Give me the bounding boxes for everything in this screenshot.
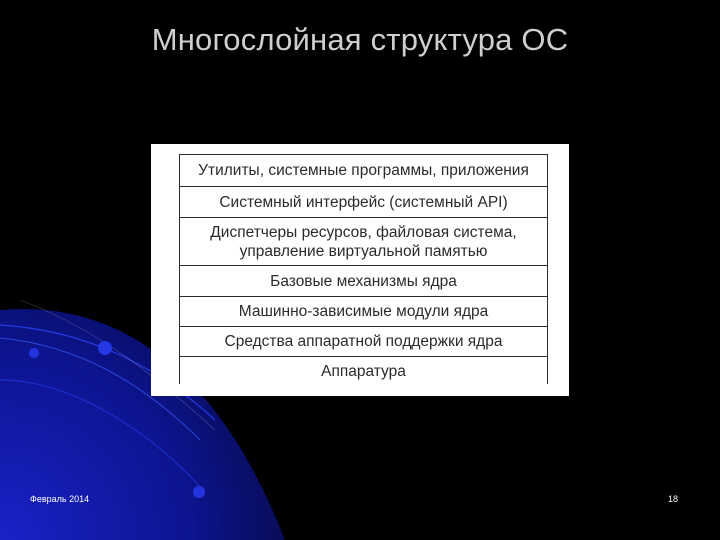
layer-system-api — [180, 187, 547, 218]
layer-hardware — [180, 357, 547, 385]
layer-utilities — [180, 155, 547, 187]
layer-kernel-base — [180, 266, 547, 297]
layer-machine-dependent — [180, 297, 547, 327]
layer-label: Системный интерфейс (системный API) — [219, 193, 508, 211]
os-layer-diagram — [151, 144, 569, 396]
slide-title: Многослойная структура ОС — [151, 22, 569, 57]
layer-stack — [179, 154, 548, 384]
layer-label: Аппаратура — [321, 362, 406, 380]
decor-dot-3 — [193, 486, 205, 498]
layer-label: Диспетчеры ресурсов, файловая система, управление виртуальной памятью — [210, 223, 517, 260]
decor-dot-2 — [98, 341, 112, 355]
layer-resource-managers — [180, 218, 547, 266]
layer-label: Утилиты, системные программы, приложения — [198, 162, 529, 179]
layer-hardware-support — [180, 327, 547, 357]
page-number: 18 — [667, 494, 678, 504]
footer-date: Февраль 2014 — [30, 494, 90, 504]
layer-label: Машинно-зависимые модули ядра — [238, 303, 489, 320]
decor-dot-1 — [29, 348, 39, 358]
layer-label: Базовые механизмы ядра — [270, 272, 457, 290]
layer-label: Средства аппаратной поддержки ядра — [224, 333, 503, 350]
